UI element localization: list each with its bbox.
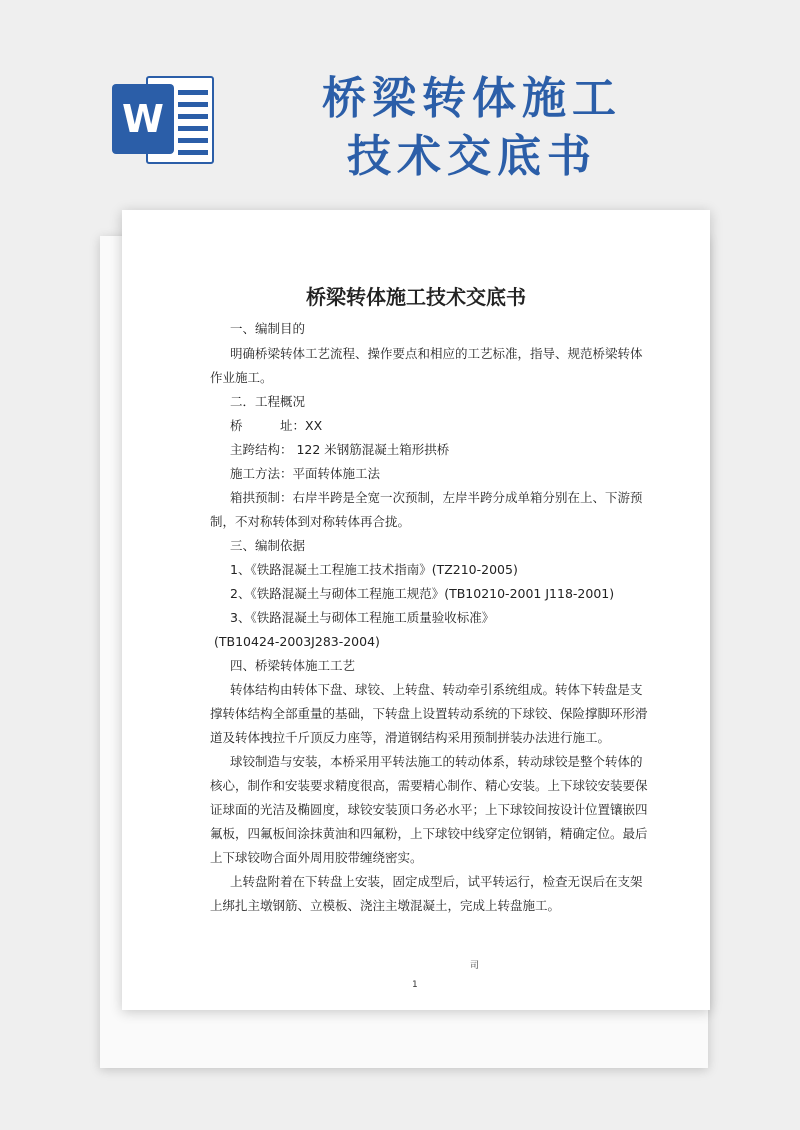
banner-title bbox=[262, 70, 682, 186]
paragraph-line: 球铰制造与安装，本桥采用平转法施工的转动体系，转动球铰是整个转体的 bbox=[230, 754, 643, 769]
section-heading: 一、编制目的 bbox=[230, 321, 306, 336]
document-body bbox=[122, 210, 710, 1010]
footer-mark: 司 bbox=[470, 961, 480, 971]
paragraph-line: 箱拱预制：右岸半跨是全宽一次预制，左岸半跨分成单箱分别在上、下游预 bbox=[230, 490, 643, 505]
reference-item: 2、《铁路混凝土与砌体工程施工规范》(TB10210-2001 J118-2001) bbox=[230, 586, 615, 601]
banner-title-line-1: 桥梁转体施工 bbox=[322, 73, 622, 124]
paragraph-line: 明确桥梁转体工艺流程、操作要点和相应的工艺标准，指导、规范桥梁转体 bbox=[230, 346, 643, 361]
paragraph-line: 上下球铰吻合面外周用胶带缠绕密实。 bbox=[210, 850, 423, 865]
paragraph-line: 作业施工。 bbox=[210, 370, 273, 385]
paragraph-line: 证球面的光洁及椭圆度，球铰安装顶口务必水平；上下球铰间按设计位置镶嵌四 bbox=[210, 802, 648, 817]
paragraph-line: 上转盘附着在下转盘上安装，固定成型后，试平转运行，检查无误后在支架 bbox=[230, 874, 643, 889]
paragraph-line: 撑转体结构全部重量的基础，下转盘上设置转动系统的下球铰、保险撑脚环形滑 bbox=[210, 706, 648, 721]
banner bbox=[0, 0, 800, 200]
paragraph-line: 施工方法：平面转体施工法 bbox=[230, 466, 381, 481]
paragraph-line: 氟板，四氟板间涂抹黄油和四氟粉，上下球铰中线穿定位钢销，精确定位。最后 bbox=[210, 826, 648, 841]
section-heading: 二．工程概况 bbox=[230, 394, 306, 409]
banner-title-line-2: 技术交底书 bbox=[347, 131, 597, 182]
paragraph-line: 桥 址：XX bbox=[230, 418, 323, 433]
page-number: 1 bbox=[412, 980, 418, 990]
section-heading: 四、桥梁转体施工工艺 bbox=[230, 658, 356, 673]
document-page bbox=[122, 210, 710, 1010]
paragraph-line: 上绑扎主墩钢筋、立模板、浇注主墩混凝土，完成上转盘施工。 bbox=[210, 898, 561, 913]
document-title: 桥梁转体施工技术交底书 bbox=[306, 285, 526, 309]
section-heading: 三、编制依据 bbox=[230, 538, 306, 553]
paragraph-line: 核心，制作和安装要求精度很高，需要精心制作、精心安装。上下球铰安装要保 bbox=[210, 778, 648, 793]
paragraph-line: 主跨结构： 122 米钢筋混凝土箱形拱桥 bbox=[230, 442, 450, 457]
paragraph-line: 道及转体拽拉千斤顶反力座等，滑道钢结构采用预制拼装办法进行施工。 bbox=[210, 730, 611, 745]
word-document-icon bbox=[112, 72, 216, 168]
paragraph-line: 转体结构由转体下盘、球铰、上转盘、转动牵引系统组成。转体下转盘是支 bbox=[230, 682, 643, 697]
word-letter-badge: W bbox=[112, 84, 174, 154]
reference-item: 3、《铁路混凝土与砌体工程施工质量验收标准》 bbox=[230, 610, 495, 625]
reference-item: (TB10424-2003J283-2004) bbox=[214, 634, 380, 649]
paragraph-line: 制，不对称转体到对称转体再合拢。 bbox=[210, 514, 411, 529]
reference-item: 1、《铁路混凝土工程施工技术指南》(TZ210-2005) bbox=[230, 562, 518, 577]
